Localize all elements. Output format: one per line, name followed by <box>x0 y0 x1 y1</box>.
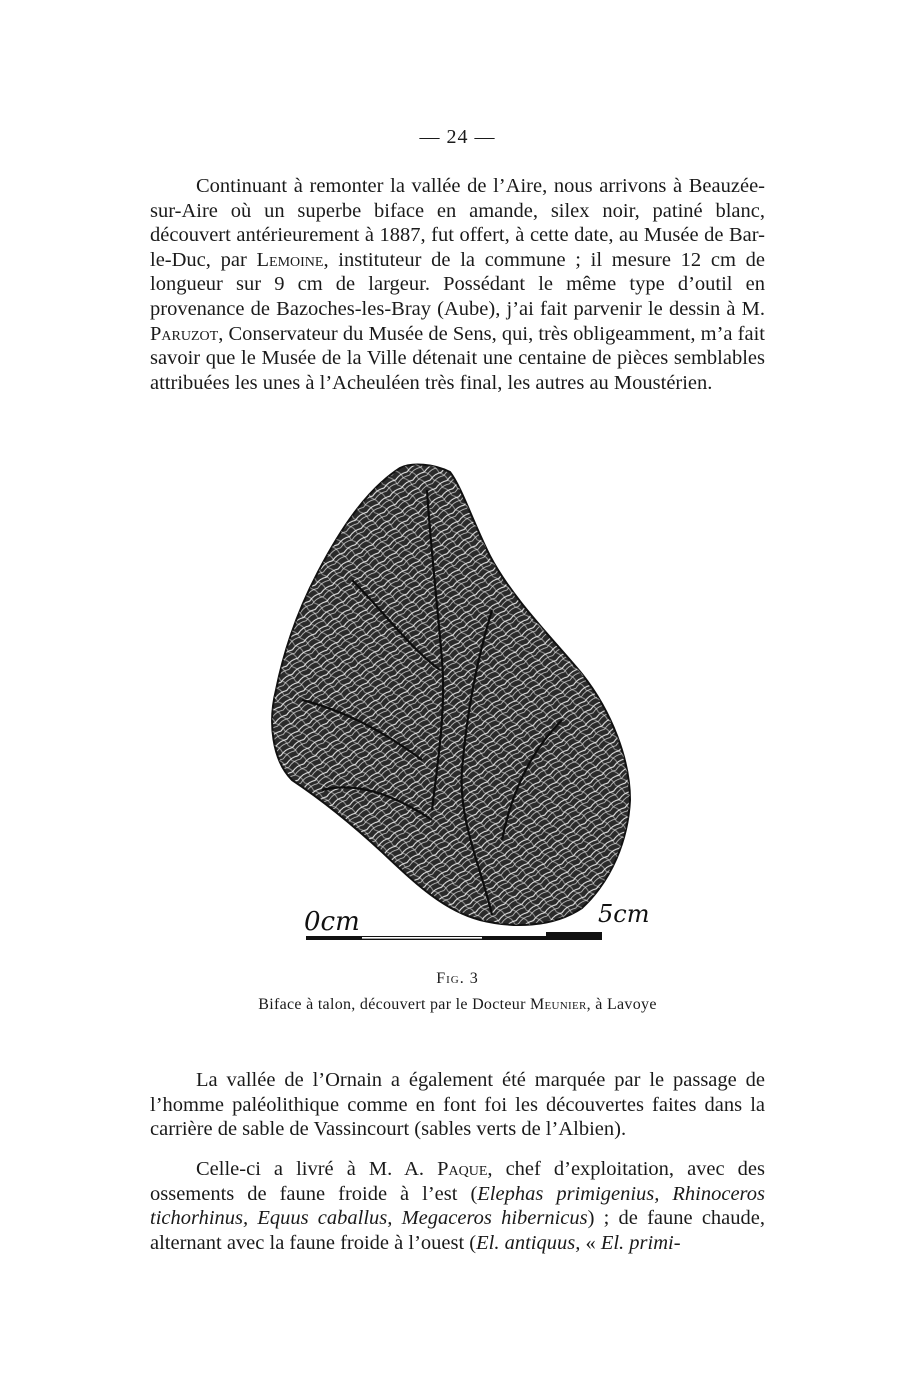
paragraph-1-text-a: Continuant à remonter la vallée de l’Aire, nous arrivons à Beauzée-sur-Aire où un superbe biface en amande, silex noir, patiné blanc, découvert antérieurement à 1887, fut offert, à cette date, au Musée de Bar-le-Duc, par <box>150 175 765 271</box>
figure-label: Fig. 3 <box>436 970 479 987</box>
biface-texture <box>272 465 630 925</box>
paragraph-3-text-a: Celle-ci a livré à M. A. <box>196 1158 438 1180</box>
species-el-antiquus: El. antiquus, <box>476 1231 581 1254</box>
scale-label-start: 0cm <box>304 907 360 937</box>
figure-caption-text-a: Biface à talon, découvert par le Docteur <box>258 996 530 1013</box>
paragraph-1-text-b: , instituteur de la commune ; il mesure 12 cm de longueur sur 9 cm de largeur. Possédant le même type d’outil en provenance de Bazoches-les-Bray (Aube), j’ai fait parvenir le dessin à M. <box>150 248 765 320</box>
paragraph-3-text-d: « <box>580 1231 601 1254</box>
paragraph-3-text-c: ) ; de faune chaude, alternant avec la faune froide à l’ouest ( <box>150 1207 765 1254</box>
scale-label-end: 5cm <box>598 900 650 928</box>
figure-caption <box>0 996 915 1014</box>
person-name-paque: Paque <box>437 1158 488 1180</box>
paragraph-3-text-b: , chef d’exploitation, avec des ossements de faune froide à l’est ( <box>150 1158 765 1205</box>
author-name-lemoine: Lemoine <box>256 248 324 271</box>
caption-name-meunier: Meunier <box>530 996 587 1013</box>
figure-caption-text-b: , à Lavoye <box>586 996 657 1013</box>
biface-drawing <box>262 460 650 960</box>
paragraph-2: La vallée de l’Ornain a également été marquée par le passage de l’homme paléolithique comme en font foi les découvertes faites dans la carrière de sable de Vassincourt (sables verts de l’Albien). <box>150 1069 765 1141</box>
paragraph-3 <box>150 1157 765 1255</box>
paragraph-1 <box>150 174 765 395</box>
biface-figure <box>262 460 650 960</box>
paragraph-1-text-c: , Conservateur du Musée de Sens, qui, très obligeamment, m’a fait savoir que le Musée de la Ville détenait une centaine de pièces semblables attribuées les unes à l’Acheuléen très final, les autres au Moustérien. <box>150 322 765 394</box>
page-number: — 24 — <box>419 126 496 148</box>
species-el-primi: El. primi- <box>600 1231 681 1254</box>
species-list-cold: Elephas primigenius, Rhinoceros tichorhinus, Equus caballus, Megaceros hibernicus <box>150 1182 765 1230</box>
author-name-paruzot: Paruzot <box>150 322 219 345</box>
